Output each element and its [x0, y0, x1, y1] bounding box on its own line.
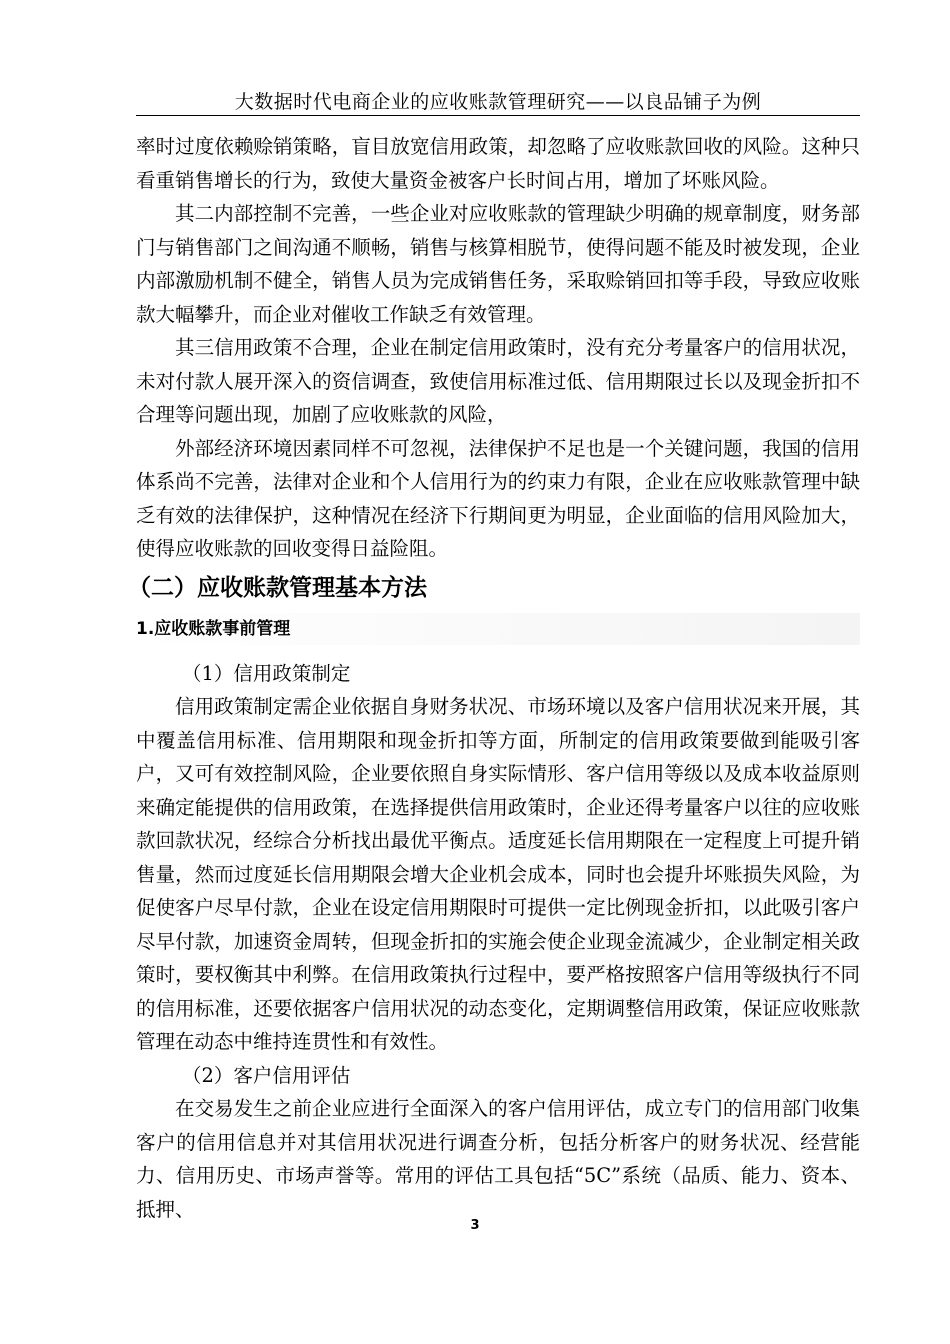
item-heading-credit-evaluation: （2）客户信用评估 — [182, 1063, 351, 1087]
paragraph-5: 信用政策制定需企业依据自身财务状况、市场环境以及客户信用状况来开展，其中覆盖信用标准、信用期限和现金折扣等方面，所制定的信用政策要做到能吸引客户，又可有效控制风险，企业要依照自身实际情形、客户信用等级以及成本收益原则来确定能提供的信用政策，在选择提供信用政策时，企业还得考量客户以往的应收账款回款状况，经综合分析找出最优平衡点。适度延长信用期限在一定程度上可提升销售量，然而过度延长信用期限会增大企业机会成本，同时也会提升坏账损失风险，为促使客户尽早付款，企业在设定信用期限时可提供一定比例现金折扣，以此吸引客户尽早付款，加速资金周转，但现金折扣的实施会使企业现金流减少，企业制定相关政策时，要权衡其中利弊。在信用政策执行过程中，要严格按照客户信用等级执行不同的信用标准，还要依据客户信用状况的动态变化，定期调整信用政策，保证应收账款管理在动态中维持连贯性和有效性。 — [136, 695, 860, 1053]
subsection-heading: 1.应收账款事前管理 — [136, 613, 860, 645]
page-number: 3 — [470, 1218, 480, 1233]
paragraph-4: 外部经济环境因素同样不可忽视，法律保护不足也是一个关键问题，我国的信用体系尚不完善，法律对企业和个人信用行为的约束力有限，企业在应收账款管理中缺乏有效的法律保护，这种情况在经济下行期间更为明显，企业面临的信用风险加大，使得应收账款的回收变得日益险阻。 — [136, 436, 860, 560]
paragraph-2: 其二内部控制不完善，一些企业对应收账款的管理缺少明确的规章制度，财务部门与销售部门之间沟通不顺畅，销售与核算相脱节，使得问题不能及时被发现，企业内部激励机制不健全，销售人员为完成销售任务，采取赊销回扣等手段，导致应收账款大幅攀升，而企业对催收工作缺乏有效管理。 — [136, 202, 860, 326]
paragraph-1: 率时过度依赖赊销策略，盲目放宽信用政策，却忽略了应收账款回收的风险。这种只看重销售增长的行为，致使大量资金被客户长时间占用，增加了坏账风险。 — [136, 135, 860, 192]
paragraph-3: 其三信用政策不合理，企业在制定信用政策时，没有充分考量客户的信用状况，未对付款人展开深入的资信调查，致使信用标准过低、信用期限过长以及现金折扣不合理等问题出现，加剧了应收账款的风险， — [136, 336, 860, 426]
header-divider — [136, 115, 860, 116]
section-heading: （二）应收账款管理基本方法 — [128, 574, 427, 601]
paragraph-6: 在交易发生之前企业应进行全面深入的客户信用评估，成立专门的信用部门收集客户的信用信息并对其信用状况进行调查分析，包括分析客户的财务状况、经营能力、信用历史、市场声誉等。常用的评估工具包括“5C”系统（品质、能力、资本、抵押、 — [136, 1097, 860, 1221]
running-header: 大数据时代电商企业的应收账款管理研究——以良品铺子为例 — [234, 91, 762, 113]
item-heading-credit-policy: （1）信用政策制定 — [182, 661, 351, 685]
page-body — [128, 130, 860, 1226]
